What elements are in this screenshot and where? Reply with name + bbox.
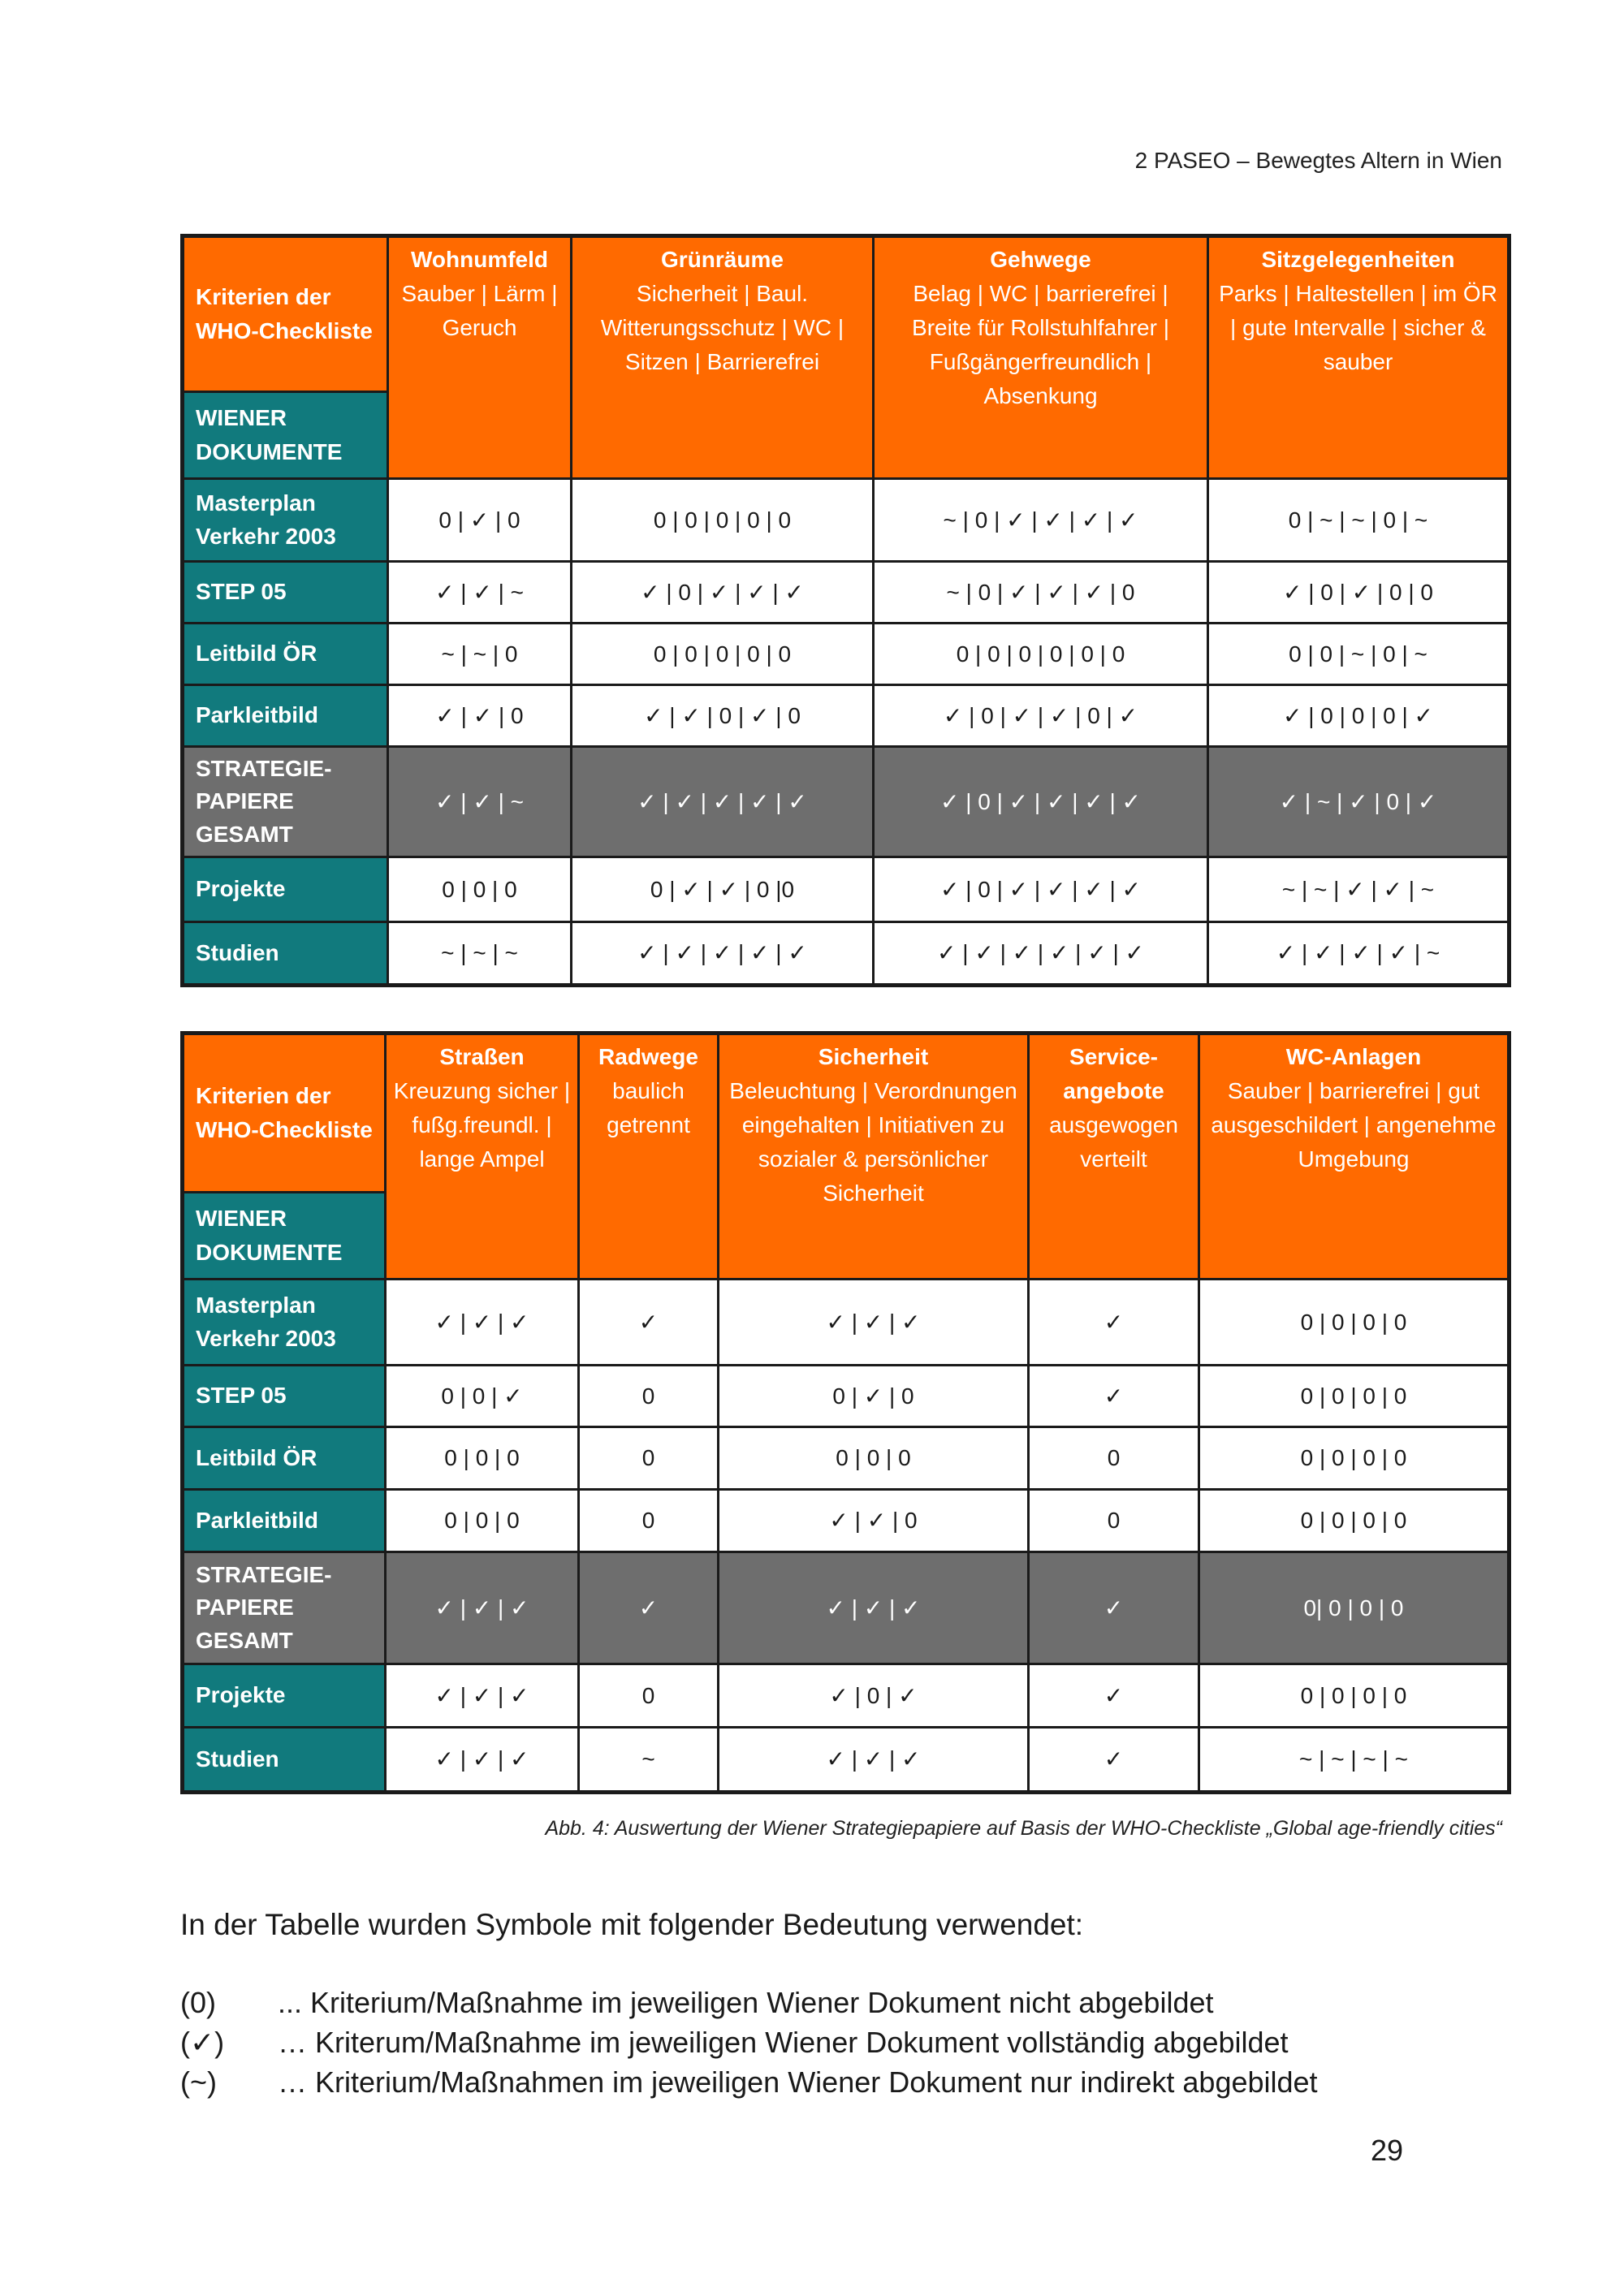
row-label: Studien	[183, 1728, 386, 1793]
column-name: WC-Anlagen	[1285, 1044, 1422, 1069]
table-cell: 0	[579, 1664, 719, 1728]
column-description: ausgewogen verteilt	[1049, 1112, 1178, 1172]
table-cell: ✓ | ✓ | ✓ | ✓ | ✓	[572, 747, 874, 857]
table-cell: ✓ | ✓ | ✓	[719, 1728, 1029, 1793]
table-cell: ✓ | ✓ | ~	[388, 747, 572, 857]
column-description: Sicherheit | Baul. Witterungsschutz | WC | Sitzen | Barrierefrei	[600, 281, 844, 374]
column-description: Parks | Haltestellen | im ÖR | gute Intervalle | sicher & sauber	[1219, 281, 1497, 374]
table-cell: ~ | ~ | ~ | ~	[1199, 1728, 1510, 1793]
figure-caption: Abb. 4: Auswertung der Wiener Strategiepapiere auf Basis der WHO-Checkliste „Global age-friendly cities“	[545, 1817, 1502, 1840]
table-cell: ~ | 0 | ✓ | ✓ | ✓ | ✓	[874, 479, 1208, 562]
table-cell: 0	[1029, 1490, 1199, 1552]
table-cell: 0 | 0 | 0 | 0 | 0	[572, 624, 874, 685]
table-cell: 0 | ✓ | 0	[719, 1366, 1029, 1427]
criteria-header: Kriterien der WHO-Checkliste	[183, 236, 388, 392]
row-label: Projekte	[183, 1664, 386, 1728]
legend-item	[180, 1983, 1318, 2022]
row-label: STEP 05	[183, 1366, 386, 1427]
table-cell: 0 | 0 | 0	[719, 1427, 1029, 1490]
table-cell: 0	[579, 1490, 719, 1552]
column-header	[388, 236, 572, 479]
column-header	[579, 1034, 719, 1280]
column-description: Sauber | barrierefrei | gut ausgeschildert | angenehme Umgebung	[1211, 1078, 1497, 1172]
column-name: Service-angebote	[1063, 1044, 1164, 1103]
table-cell: ✓	[1029, 1366, 1199, 1427]
column-name: Gehwege	[990, 247, 1091, 272]
row-label: Parkleitbild	[183, 1490, 386, 1552]
table-cell: ✓ | ✓ | ✓	[386, 1280, 579, 1366]
column-name: Straßen	[439, 1044, 525, 1069]
who-evaluation-table-2	[180, 1031, 1511, 1794]
table-cell: ✓ | ✓ | 0	[388, 685, 572, 747]
row-label: Masterplan Verkehr 2003	[183, 1280, 386, 1366]
documents-header: WIENER DOKUMENTE	[183, 392, 388, 479]
table-cell: 0 | ~ | ~ | 0 | ~	[1208, 479, 1510, 562]
table-cell: 0 | 0 | 0 | 0	[1199, 1366, 1510, 1427]
column-description: Belag | WC | barrierefrei | Breite für Rollstuhlfahrer | Fußgängerfreundlich | Absenkung	[912, 281, 1169, 408]
table-cell: ✓	[1029, 1280, 1199, 1366]
table-cell: ✓	[1029, 1664, 1199, 1728]
row-label: STRATEGIE-PAPIERE GESAMT	[183, 1552, 386, 1664]
table-cell: 0 | 0 | 0 | 0	[1199, 1490, 1510, 1552]
symbol-legend	[180, 1983, 1318, 2102]
table-cell: ✓	[579, 1552, 719, 1664]
table-cell: 0 | 0 | 0 | 0	[1199, 1427, 1510, 1490]
table-cell: ✓	[579, 1280, 719, 1366]
row-label: Leitbild ÖR	[183, 1427, 386, 1490]
column-name: Grünräume	[661, 247, 784, 272]
table-cell: 0 | 0 | 0	[386, 1490, 579, 1552]
table-cell: ✓ | ✓ | ✓	[386, 1664, 579, 1728]
table-cell: 0 | 0 | 0	[388, 857, 572, 922]
column-header	[874, 236, 1208, 479]
running-header: 2 PASEO – Bewegtes Altern in Wien	[1134, 148, 1502, 173]
table-cell: 0 | 0 | 0	[386, 1427, 579, 1490]
legend-text: … Kriterum/Maßnahme im jeweiligen Wiener Dokument vollständig abgebildet	[278, 2026, 1289, 2059]
legend-item	[180, 2062, 1318, 2102]
table-cell: ✓ | 0 | 0 | 0 | ✓	[1208, 685, 1510, 747]
table-cell: ✓ | ✓ | ✓ | ✓ | ✓ | ✓	[874, 922, 1208, 986]
table-cell: ✓ | 0 | ✓	[719, 1664, 1029, 1728]
table-cell: ~ | ~ | 0	[388, 624, 572, 685]
column-header	[719, 1034, 1029, 1280]
table-cell: 0 | 0 | ~ | 0 | ~	[1208, 624, 1510, 685]
table-cell: ✓ | ✓ | ✓	[386, 1552, 579, 1664]
legend-item	[180, 2022, 1318, 2062]
table-cell: ✓ | ✓ | ✓	[719, 1280, 1029, 1366]
table-cell: ✓ | 0 | ✓ | ✓ | ✓	[572, 562, 874, 624]
table-cell: 0 | ✓ | ✓ | 0 |0	[572, 857, 874, 922]
row-label: Leitbild ÖR	[183, 624, 388, 685]
legend-symbol: (✓)	[180, 2026, 225, 2059]
table-cell: 0 | 0 | 0 | 0 | 0	[572, 479, 874, 562]
row-label: Parkleitbild	[183, 685, 388, 747]
table-cell: ✓ | ✓ | ✓	[386, 1728, 579, 1793]
criteria-header: Kriterien der WHO-Checkliste	[183, 1034, 386, 1193]
table-cell: ✓ | ✓ | ~	[388, 562, 572, 624]
row-label: Studien	[183, 922, 388, 986]
column-description: Kreuzung sicher | fußg.freundl. | lange Ampel	[393, 1078, 571, 1172]
table-cell: 0 | 0 | ✓	[386, 1366, 579, 1427]
column-description: Sauber | Lärm | Geruch	[401, 281, 558, 340]
legend-text: … Kriterium/Maßnahmen im jeweiligen Wiener Dokument nur indirekt abgebildet	[278, 2065, 1318, 2099]
table-cell: 0 | 0 | 0 | 0	[1199, 1280, 1510, 1366]
table-cell: 0| 0 | 0 | 0	[1199, 1552, 1510, 1664]
column-name: Sitzgelegenheiten	[1261, 247, 1455, 272]
table-cell: 0	[579, 1366, 719, 1427]
row-label: Projekte	[183, 857, 388, 922]
table-cell: ~ | 0 | ✓ | ✓ | ✓ | 0	[874, 562, 1208, 624]
legend-text: ... Kriterium/Maßnahme im jeweiligen Wiener Dokument nicht abgebildet	[278, 1986, 1214, 2019]
table-cell: ✓ | 0 | ✓ | 0 | 0	[1208, 562, 1510, 624]
table-cell: ✓	[1029, 1728, 1199, 1793]
table-cell: 0	[1029, 1427, 1199, 1490]
table-cell: ✓ | ✓ | ✓ | ✓ | ✓	[572, 922, 874, 986]
who-evaluation-table-1	[180, 234, 1511, 987]
row-label: STEP 05	[183, 562, 388, 624]
table-cell: 0 | 0 | 0 | 0	[1199, 1664, 1510, 1728]
table-cell: ✓ | 0 | ✓ | ✓ | ✓ | ✓	[874, 857, 1208, 922]
column-header	[572, 236, 874, 479]
table-cell: ~	[579, 1728, 719, 1793]
table-cell: ✓	[1029, 1552, 1199, 1664]
page-number: 29	[1370, 2134, 1403, 2167]
table-cell: ✓ | 0 | ✓ | ✓ | 0 | ✓	[874, 685, 1208, 747]
table-cell: 0	[579, 1427, 719, 1490]
column-header	[386, 1034, 579, 1280]
column-header	[1029, 1034, 1199, 1280]
legend-symbol: (0)	[180, 1986, 216, 2019]
column-name: Sicherheit	[818, 1044, 929, 1069]
documents-header: WIENER DOKUMENTE	[183, 1193, 386, 1280]
column-header	[1208, 236, 1510, 479]
row-label: STRATEGIE-PAPIERE GESAMT	[183, 747, 388, 857]
table-cell: ✓ | 0 | ✓ | ✓ | ✓ | ✓	[874, 747, 1208, 857]
legend-symbol: (~)	[180, 2065, 217, 2099]
column-description: Beleuchtung | Verordnungen eingehalten | Initiativen zu sozialer & persönlicher Sicherheit	[729, 1078, 1017, 1206]
legend-intro: In der Tabelle wurden Symbole mit folgender Bedeutung verwendet:	[180, 1908, 1084, 1941]
row-label: Masterplan Verkehr 2003	[183, 479, 388, 562]
table-cell: ✓ | ✓ | ✓ | ✓ | ~	[1208, 922, 1510, 986]
table-cell: ~ | ~ | ~	[388, 922, 572, 986]
column-description: baulich getrennt	[607, 1078, 690, 1137]
column-header	[1199, 1034, 1510, 1280]
table-cell: ✓ | ✓ | ✓	[719, 1552, 1029, 1664]
table-cell: 0 | 0 | 0 | 0 | 0 | 0	[874, 624, 1208, 685]
table-cell: ~ | ~ | ✓ | ✓ | ~	[1208, 857, 1510, 922]
table-cell: 0 | ✓ | 0	[388, 479, 572, 562]
table-cell: ✓ | ~ | ✓ | 0 | ✓	[1208, 747, 1510, 857]
column-name: Radwege	[598, 1044, 698, 1069]
table-cell: ✓ | ✓ | 0	[719, 1490, 1029, 1552]
table-cell: ✓ | ✓ | 0 | ✓ | 0	[572, 685, 874, 747]
column-name: Wohnumfeld	[410, 247, 548, 272]
